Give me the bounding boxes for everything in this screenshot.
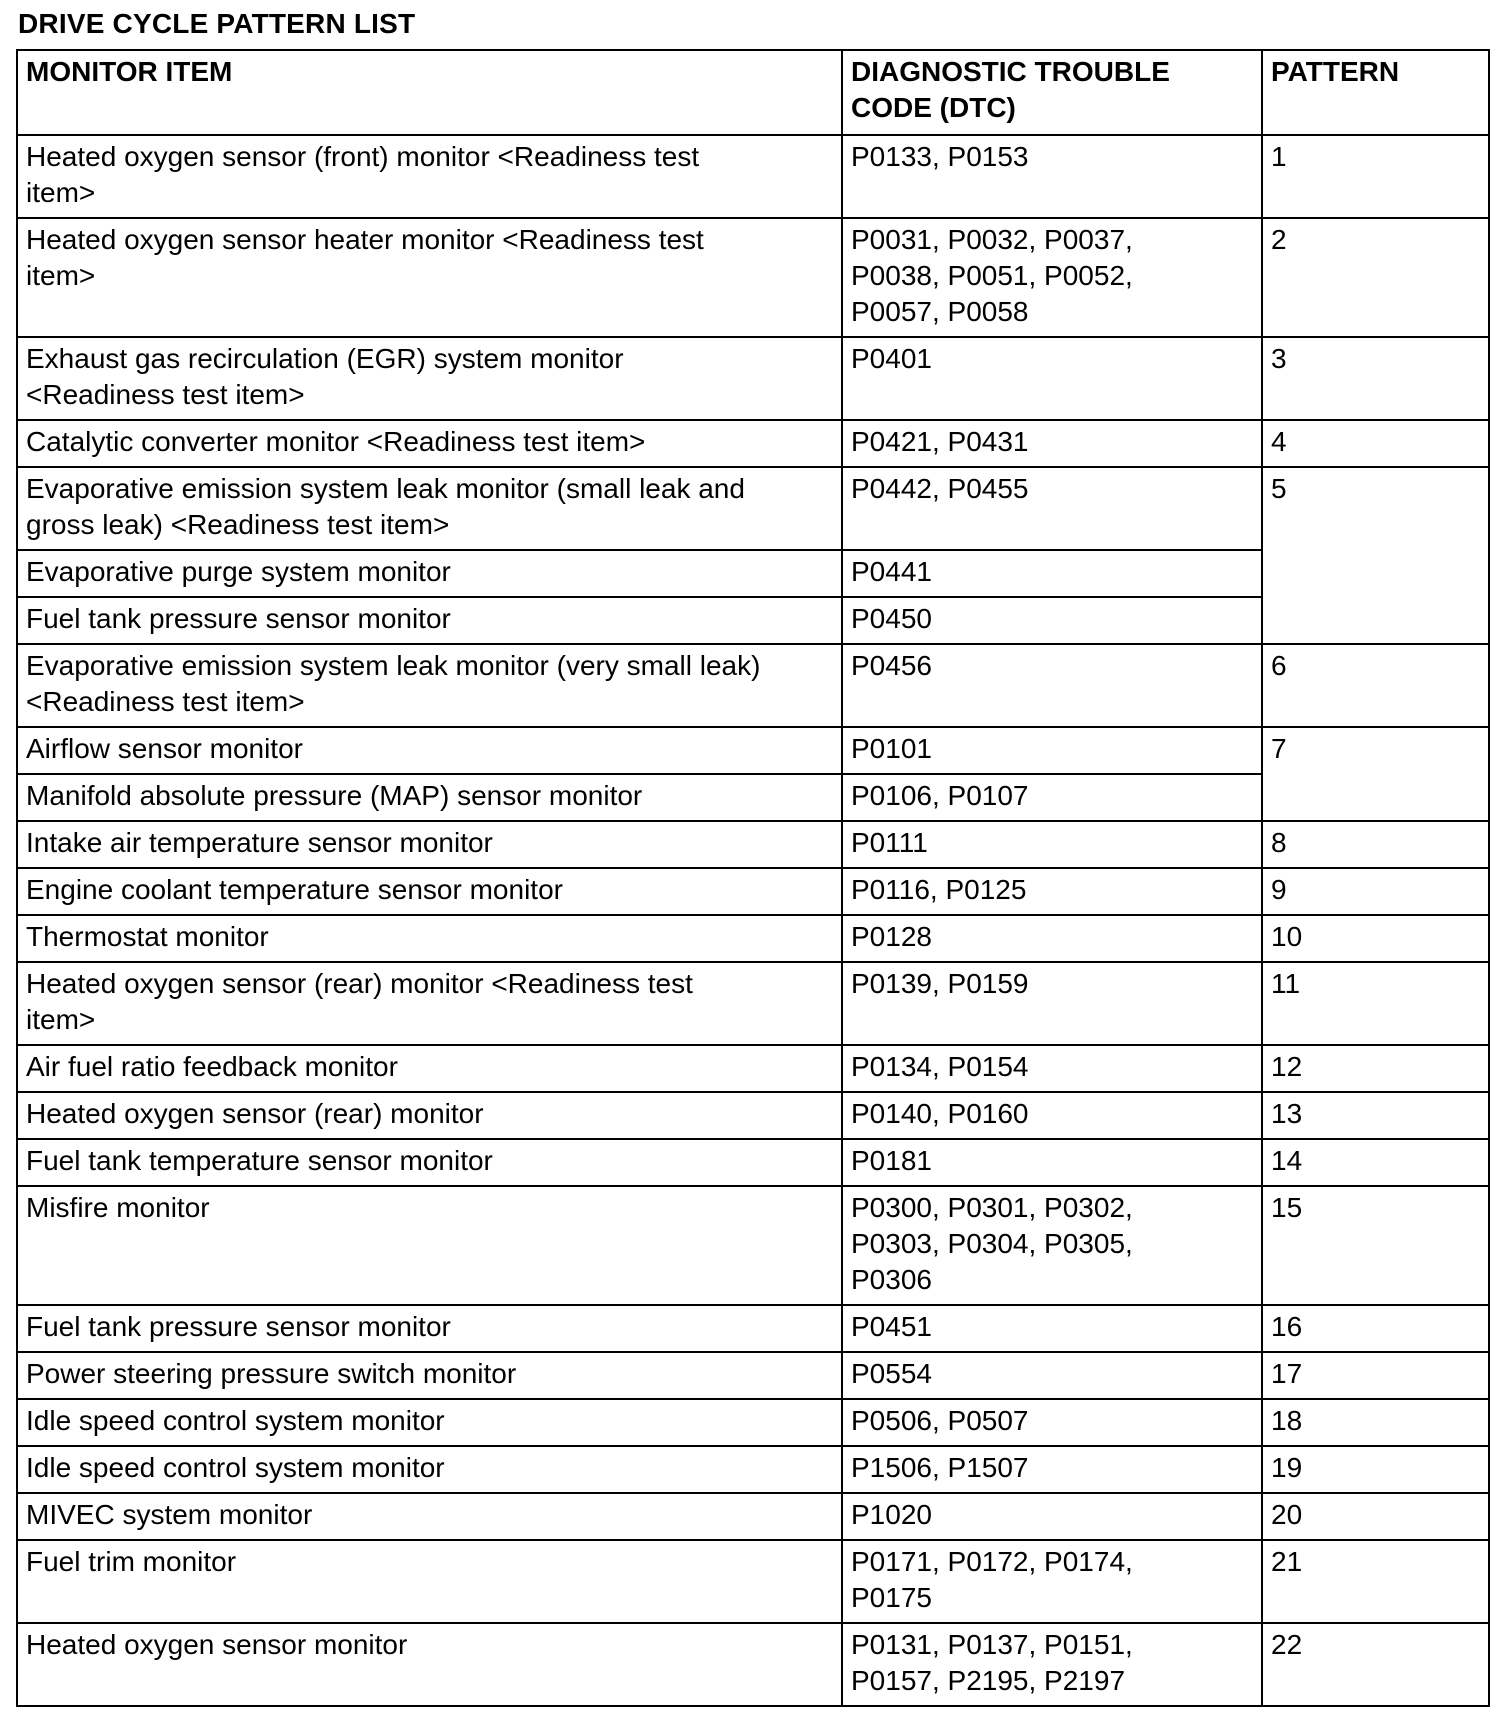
table-row xyxy=(17,727,1489,774)
monitor-item-cell: Evaporative emission system leak monitor (very small leak) <Readiness test item> xyxy=(17,644,842,727)
dtc-cell: P0456 xyxy=(842,644,1262,727)
dtc-cell: P0451 xyxy=(842,1305,1262,1352)
monitor-item-cell: Misfire monitor xyxy=(17,1186,842,1305)
pattern-cell: 12 xyxy=(1262,1045,1489,1092)
table-row xyxy=(17,1092,1489,1139)
dtc-cell: P0131, P0137, P0151, P0157, P2195, P2197 xyxy=(842,1623,1262,1706)
pattern-cell: 10 xyxy=(1262,915,1489,962)
pattern-cell: 8 xyxy=(1262,821,1489,868)
dtc-cell: P0134, P0154 xyxy=(842,1045,1262,1092)
monitor-item-cell: Air fuel ratio feedback monitor xyxy=(17,1045,842,1092)
monitor-item-cell: Idle speed control system monitor xyxy=(17,1446,842,1493)
dtc-cell: P0506, P0507 xyxy=(842,1399,1262,1446)
monitor-item-cell: Intake air temperature sensor monitor xyxy=(17,821,842,868)
dtc-cell: P0106, P0107 xyxy=(842,774,1262,821)
dtc-cell: P0171, P0172, P0174, P0175 xyxy=(842,1540,1262,1623)
monitor-item-cell: Heated oxygen sensor (front) monitor <Readiness test item> xyxy=(17,135,842,218)
monitor-item-cell: Evaporative purge system monitor xyxy=(17,550,842,597)
table-row xyxy=(17,1540,1489,1623)
monitor-item-cell: Power steering pressure switch monitor xyxy=(17,1352,842,1399)
table-row xyxy=(17,135,1489,218)
pattern-cell: 3 xyxy=(1262,337,1489,420)
dtc-cell: P0300, P0301, P0302, P0303, P0304, P0305, P0306 xyxy=(842,1186,1262,1305)
monitor-item-cell: Heated oxygen sensor (rear) monitor xyxy=(17,1092,842,1139)
pattern-cell: 6 xyxy=(1262,644,1489,727)
pattern-cell: 18 xyxy=(1262,1399,1489,1446)
dtc-cell: P0450 xyxy=(842,597,1262,644)
table-row xyxy=(17,1399,1489,1446)
table-row xyxy=(17,821,1489,868)
monitor-item-cell: Heated oxygen sensor monitor xyxy=(17,1623,842,1706)
pattern-cell: 16 xyxy=(1262,1305,1489,1352)
dtc-cell: P0442, P0455 xyxy=(842,467,1262,550)
pattern-cell: 2 xyxy=(1262,218,1489,337)
table-row xyxy=(17,915,1489,962)
monitor-item-cell: Fuel tank pressure sensor monitor xyxy=(17,1305,842,1352)
monitor-item-cell: Heated oxygen sensor heater monitor <Readiness test item> xyxy=(17,218,842,337)
page-title: DRIVE CYCLE PATTERN LIST xyxy=(18,8,416,39)
pattern-cell: 21 xyxy=(1262,1540,1489,1623)
pattern-cell: 15 xyxy=(1262,1186,1489,1305)
column-header-dtc: DIAGNOSTIC TROUBLE CODE (DTC) xyxy=(842,50,1262,135)
monitor-item-cell: MIVEC system monitor xyxy=(17,1493,842,1540)
table-row xyxy=(17,962,1489,1045)
monitor-item-cell: Idle speed control system monitor xyxy=(17,1399,842,1446)
monitor-item-cell: Heated oxygen sensor (rear) monitor <Readiness test item> xyxy=(17,962,842,1045)
pattern-cell: 7 xyxy=(1262,727,1489,821)
dtc-cell: P1020 xyxy=(842,1493,1262,1540)
monitor-item-cell: Fuel tank pressure sensor monitor xyxy=(17,597,842,644)
drive-cycle-pattern-table xyxy=(16,49,1490,1707)
dtc-cell: P0101 xyxy=(842,727,1262,774)
pattern-cell: 14 xyxy=(1262,1139,1489,1186)
dtc-cell: P0111 xyxy=(842,821,1262,868)
pattern-cell: 1 xyxy=(1262,135,1489,218)
pattern-cell: 20 xyxy=(1262,1493,1489,1540)
pattern-cell: 5 xyxy=(1262,467,1489,644)
pattern-cell: 19 xyxy=(1262,1446,1489,1493)
column-header-pattern: PATTERN xyxy=(1262,50,1489,135)
pattern-cell: 22 xyxy=(1262,1623,1489,1706)
monitor-item-cell: Fuel trim monitor xyxy=(17,1540,842,1623)
dtc-cell: P1506, P1507 xyxy=(842,1446,1262,1493)
table-row xyxy=(17,1305,1489,1352)
table-header-row xyxy=(17,50,1489,135)
dtc-cell: P0140, P0160 xyxy=(842,1092,1262,1139)
pattern-cell: 9 xyxy=(1262,868,1489,915)
table-row xyxy=(17,1493,1489,1540)
dtc-cell: P0116, P0125 xyxy=(842,868,1262,915)
pattern-cell: 17 xyxy=(1262,1352,1489,1399)
table-row xyxy=(17,1352,1489,1399)
monitor-item-cell: Thermostat monitor xyxy=(17,915,842,962)
dtc-cell: P0181 xyxy=(842,1139,1262,1186)
pattern-cell: 13 xyxy=(1262,1092,1489,1139)
table-row xyxy=(17,1623,1489,1706)
monitor-item-cell: Engine coolant temperature sensor monitor xyxy=(17,868,842,915)
dtc-cell: P0133, P0153 xyxy=(842,135,1262,218)
table-row xyxy=(17,1139,1489,1186)
column-header-monitor-item: MONITOR ITEM xyxy=(17,50,842,135)
table-body xyxy=(17,135,1489,1706)
table-row xyxy=(17,1186,1489,1305)
monitor-item-cell: Catalytic converter monitor <Readiness test item> xyxy=(17,420,842,467)
monitor-item-cell: Fuel tank temperature sensor monitor xyxy=(17,1139,842,1186)
table-row xyxy=(17,420,1489,467)
table-row xyxy=(17,1446,1489,1493)
table-row xyxy=(17,337,1489,420)
dtc-cell: P0421, P0431 xyxy=(842,420,1262,467)
table-row xyxy=(17,467,1489,550)
pattern-cell: 4 xyxy=(1262,420,1489,467)
dtc-cell: P0031, P0032, P0037, P0038, P0051, P0052, P0057, P0058 xyxy=(842,218,1262,337)
monitor-item-cell: Manifold absolute pressure (MAP) sensor monitor xyxy=(17,774,842,821)
table-row xyxy=(17,868,1489,915)
pattern-cell: 11 xyxy=(1262,962,1489,1045)
dtc-cell: P0128 xyxy=(842,915,1262,962)
monitor-item-cell: Airflow sensor monitor xyxy=(17,727,842,774)
dtc-cell: P0401 xyxy=(842,337,1262,420)
dtc-cell: P0139, P0159 xyxy=(842,962,1262,1045)
table-row xyxy=(17,1045,1489,1092)
dtc-cell: P0554 xyxy=(842,1352,1262,1399)
table-row xyxy=(17,644,1489,727)
dtc-cell: P0441 xyxy=(842,550,1262,597)
table-row xyxy=(17,218,1489,337)
monitor-item-cell: Exhaust gas recirculation (EGR) system monitor <Readiness test item> xyxy=(17,337,842,420)
monitor-item-cell: Evaporative emission system leak monitor (small leak and gross leak) <Readiness test item> xyxy=(17,467,842,550)
